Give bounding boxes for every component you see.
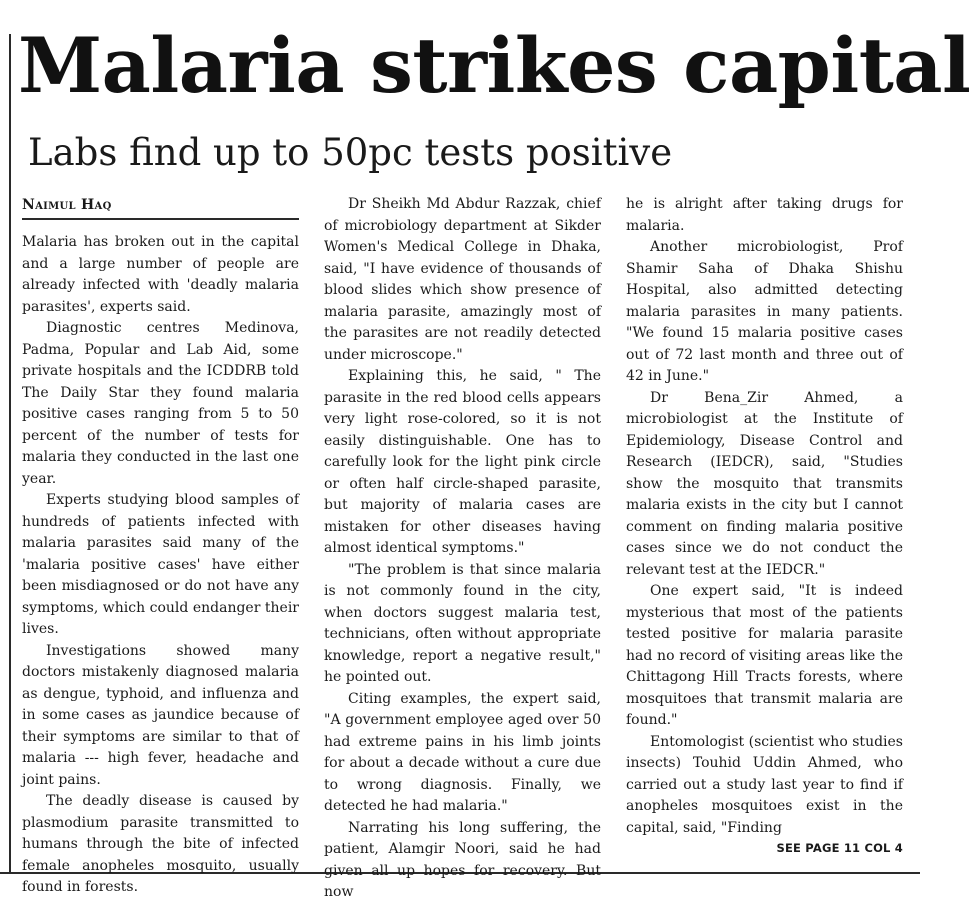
paragraph: The deadly disease is caused by plasmodium parasite transmitted to humans through the bite of infected female anopheles mosquito, usually found in forests.: [22, 793, 299, 895]
paragraph: Diagnostic centres Medinova, Padma, Popular and Lab Aid, some private hospitals and the ICDDRB told The Daily Star they found malaria positive cases ranging from 5 to 50 percent of the number of tests for malaria they conducted in the last one year.: [22, 320, 299, 487]
subheadline: Labs find up to 50pc tests positive: [28, 131, 673, 174]
paragraph: Malaria has broken out in the capital and a large number of people are already infected with 'deadly malaria parasites', experts said.: [22, 234, 299, 315]
paragraph: "The problem is that since malaria is not commonly found in the city, when doctors suggest malaria test, technicians, often without appropriate knowledge, report a negative result," he pointed out.: [324, 561, 601, 685]
article-column-1: [22, 194, 299, 895]
paragraph: Entomologist (scientist who studies insects) Touhid Uddin Ahmed, who carried out a study last year to find if anopheles mosquitoes exist in the capital, said, "Finding: [626, 733, 903, 836]
byline: Naimul Haq: [22, 197, 112, 213]
byline-rule: [22, 218, 299, 220]
paragraph: Another microbiologist, Prof Shamir Saha of Dhaka Shishu Hospital, also admitted detecting malaria parasites in many patients. "We found 15 malaria positive cases out of 72 last month and three out of 42 in June.": [626, 239, 903, 384]
paragraph: he is alright after taking drugs for malaria.: [626, 196, 903, 234]
paragraph: Dr Bena_Zir Ahmed, a microbiologist at the Institute of Epidemiology, Disease Control and Research (IEDCR), said, "Studies show the mosquito that transmits malaria exists in the city but I cannot comment on finding malaria positive cases since we do not conduct the relevant test at the IEDCR.": [626, 389, 903, 578]
paragraph: Dr Sheikh Md Abdur Razzak, chief of microbiology department at Sikder Women's Medical College in Dhaka, said, "I have evidence of thousands of blood slides which show presence of malaria parasite, amazingly most of the parasites are not readily detected under microscope.": [324, 196, 601, 363]
paragraph: Narrating his long suffering, the patient, Alamgir Noori, said he had given all up hopes for recovery. But now: [324, 819, 601, 900]
paragraph: One expert said, "It is indeed mysterious that most of the patients tested positive for malaria parasite had no record of visiting areas like the Chittagong Hill Tracts forests, where mosquitoes that transmit malaria are found.": [626, 583, 903, 728]
continued-jump-line[interactable]: SEE PAGE 11 COL 4: [776, 841, 903, 855]
headline: Malaria strikes capital: [18, 21, 970, 110]
paragraph: Explaining this, he said, " The parasite in the red blood cells appears very light rose-colored, so it is not easily distinguishable. One has to carefully look for the light pink circle or often half circle-shaped parasite, but majority of malaria cases are mistaken for other diseases having almost identical symptoms.": [324, 368, 601, 556]
paragraph: Investigations showed many doctors mistakenly diagnosed malaria as dengue, typhoid, and influenza and in some cases as jaundice because of their symptoms are similar to that of malaria --- high fever, headache and joint pains.: [22, 642, 299, 788]
paragraph: Experts studying blood samples of hundreds of patients infected with malaria parasites said many of the 'malaria positive cases' have either been misdiagnosed or do not have any symptoms, which could endanger their lives.: [22, 492, 299, 637]
article-column-2: [324, 194, 601, 900]
paragraph: Citing examples, the expert said, "A government employee aged over 50 had extreme pains in his limb joints for about a decade without a cure due to wrong diagnosis. Finally, we detected he had malaria.": [324, 690, 601, 814]
page-border-left: [9, 34, 11, 872]
article-column-3: [626, 194, 903, 866]
